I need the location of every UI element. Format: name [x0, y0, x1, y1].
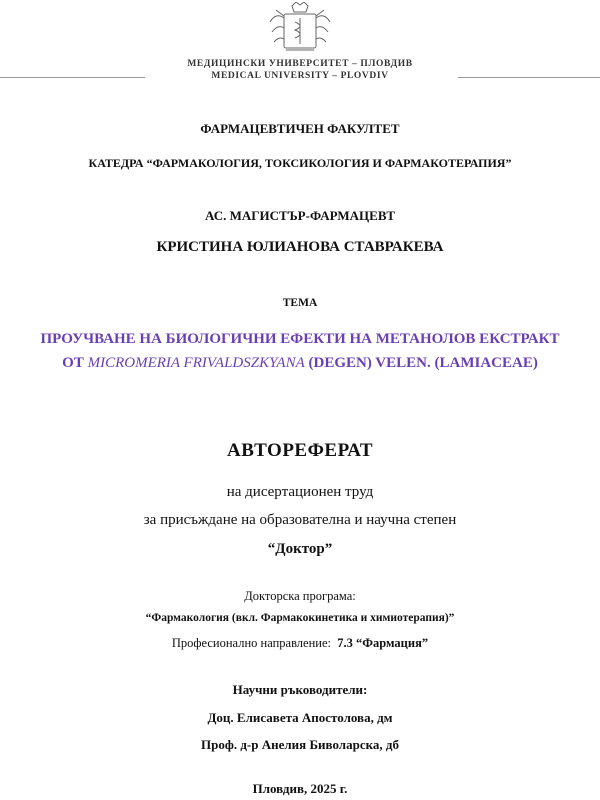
degree-name: “Доктор”: [267, 541, 333, 557]
footer-city-year: Пловдив, 2025 г.: [252, 781, 348, 796]
author-position: АС. МАГИСТЪР-ФАРМАЦЕВТ: [205, 208, 395, 223]
topic-title-line1: ПРОУЧВАНЕ НА БИОЛОГИЧНИ ЕФЕКТИ НА МЕТАНОЛОВ ЕКСТРАКТ: [40, 331, 560, 347]
professional-direction: [0, 636, 600, 651]
program-label: Докторска програма:: [244, 589, 356, 603]
direction-label: Професионално направление:: [171, 636, 331, 650]
topic-line2-end: (DEGEN) VELEN. (LAMIACEAE): [304, 355, 538, 371]
university-name-bg: МЕДИЦИНСКИ УНИВЕРСИТЕТ – ПЛОВДИВ: [187, 59, 413, 69]
topic-label: ТЕМА: [282, 297, 318, 309]
department-name: КАТЕДРА “ФАРМАКОЛОГИЯ, ТОКСИКОЛОГИЯ И ФАРМАКОТЕРАПИЯ”: [88, 156, 512, 170]
supervisor-second: Проф. д-р Анелия Биволарска, дб: [201, 737, 399, 752]
university-name-en: MEDICAL UNIVERSITY – PLOVDIV: [211, 71, 389, 81]
topic-title-line2: [0, 355, 600, 372]
supervisor-first: Доц. Елисавета Апостолова, дм: [207, 710, 393, 725]
purpose-line2: за присъждане на образователна и научна степен: [143, 512, 457, 528]
document-type-title: АВТОРЕФЕРАТ: [226, 440, 373, 461]
topic-line2-species: MICROMERIA FRIVALDSZKYANA: [87, 355, 305, 371]
supervisors-label: Научни ръководители:: [232, 682, 368, 697]
university-emblem-logo: [262, 2, 338, 52]
direction-value: 7.3 “Фармация”: [337, 636, 429, 650]
topic-line2-start: ОТ: [62, 355, 88, 371]
purpose-line1: на дисертационен труд: [226, 484, 374, 500]
program-name: “Фармакология (вкл. Фармакокинетика и химиотерапия)”: [145, 612, 455, 624]
faculty-name: ФАРМАЦЕВТИЧЕН ФАКУЛТЕТ: [200, 121, 400, 136]
author-name: КРИСТИНА ЮЛИАНОВА СТАВРАКЕВА: [156, 239, 444, 255]
